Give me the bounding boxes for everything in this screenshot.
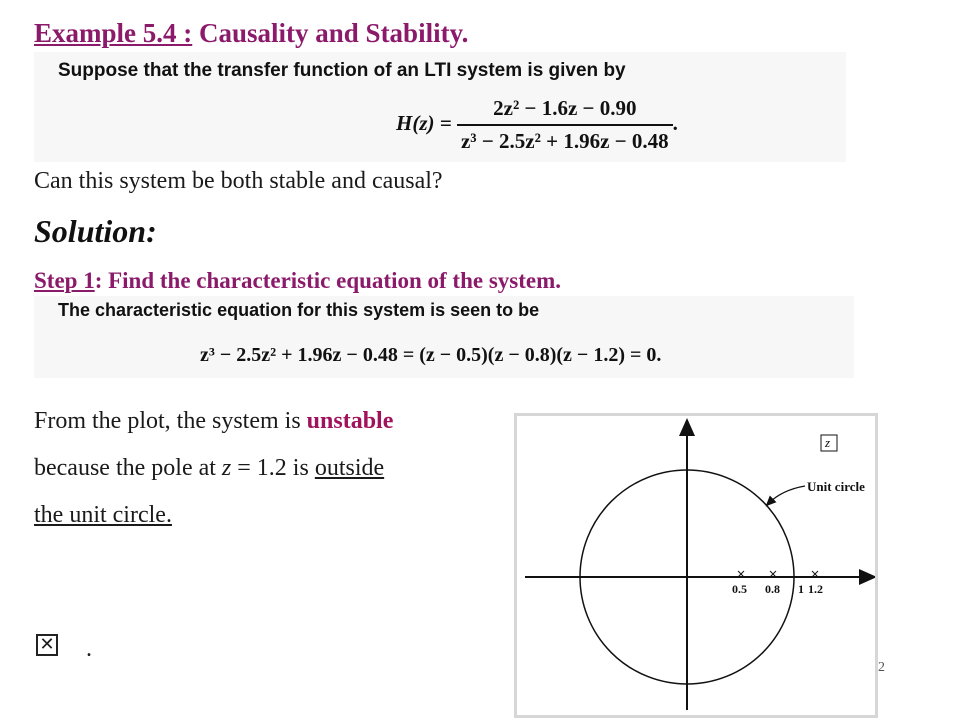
z-plane-diagram	[517, 416, 875, 715]
tick-label-1-2: 1.2	[808, 582, 823, 596]
tick-label-0-5: 0.5	[732, 582, 747, 596]
tick-label-1: 1	[798, 582, 804, 596]
conclusion-line-2	[34, 455, 384, 482]
solution-heading: Solution:	[34, 213, 157, 249]
step-1-text: : Find the characteristic equation of the system.	[94, 268, 562, 293]
transfer-function-period: .	[672, 110, 678, 135]
example-number: Example 5.4 :	[34, 18, 193, 48]
pole-zero-plot	[514, 413, 878, 718]
characteristic-equation-box	[34, 296, 854, 378]
transfer-function-intro: Suppose that the transfer function of an LTI system is given by	[58, 60, 626, 81]
close-box-icon: ✕	[36, 634, 58, 656]
transfer-function-lhs: H(z) =	[396, 110, 452, 135]
conclusion-line-1	[34, 408, 393, 435]
unit-circle-pointer	[769, 486, 805, 503]
tick-label-0-8: 0.8	[765, 582, 780, 596]
example-title: Causality and Stability.	[192, 18, 469, 48]
page-number: 2	[878, 660, 885, 675]
conclusion-line-3: the unit circle.	[34, 502, 172, 528]
outside-word: outside	[314, 455, 385, 481]
transfer-function-box	[34, 52, 846, 162]
step-1-heading	[34, 268, 561, 294]
transfer-function-numerator: 2z² − 1.6z − 0.90	[457, 96, 673, 126]
question-text: Can this system be both stable and causal?	[34, 168, 443, 194]
characteristic-equation-intro: The characteristic equation for this system is seen to be	[58, 300, 540, 320]
conclusion-text-3: = 1.2 is	[231, 455, 315, 481]
conclusion-text-1: From the plot, the system is	[34, 408, 307, 434]
trailing-dot: .	[86, 636, 92, 662]
unstable-word: unstable	[306, 408, 394, 434]
step-1-label: Step 1	[34, 268, 95, 293]
unit-circle-label: Unit circle	[807, 479, 865, 494]
conclusion-text-2: because the pole at	[34, 455, 222, 481]
slide-title	[34, 18, 468, 49]
transfer-function-equation	[396, 96, 678, 154]
transfer-function-denominator: z³ − 2.5z² + 1.96z − 0.48	[460, 129, 669, 153]
transfer-function-fraction	[457, 96, 673, 154]
z-variable: z	[221, 455, 232, 481]
z-plane-label: z	[825, 435, 831, 450]
characteristic-equation: z³ − 2.5z² + 1.96z − 0.48 = (z − 0.5)(z − 0.8)(z − 1.2) = 0.	[200, 344, 662, 366]
